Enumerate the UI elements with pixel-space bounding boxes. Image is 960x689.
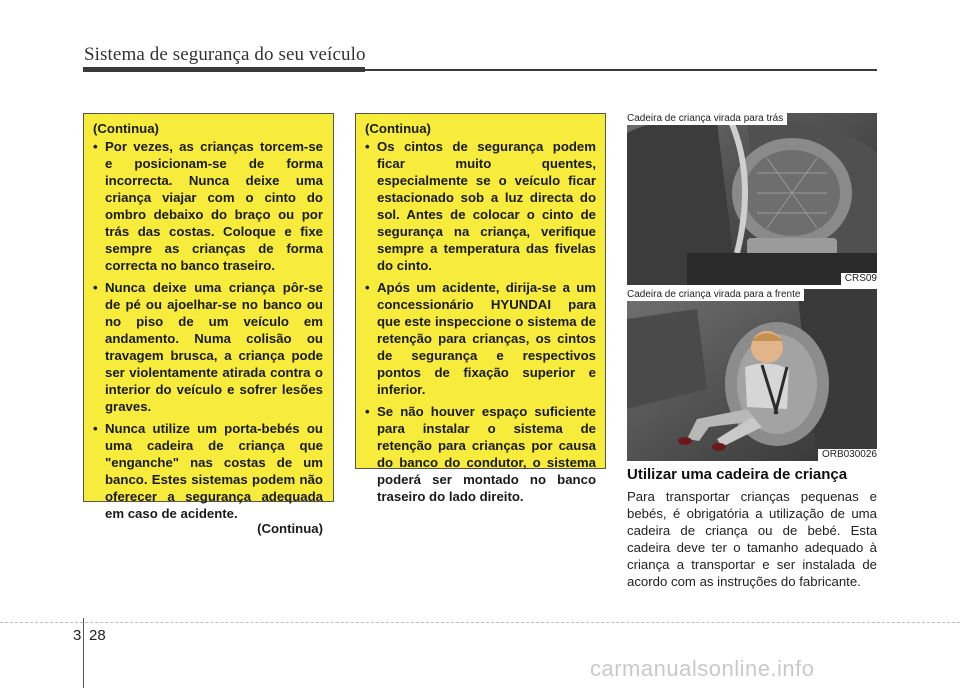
page-number: 28 xyxy=(89,627,106,644)
list-item: • Nunca deixe uma criança pôr-se de pé ou ajoelhar-se no banco ou no piso de um veículo em andamento. Numa colisão ou travagem brusca, a criança pode ser violentamente atirada contra o interior do veículo e sofrer lesões graves. xyxy=(93,280,323,414)
figure-rear-facing-seat xyxy=(627,113,877,285)
header-rule-thin xyxy=(365,69,877,71)
bullet-icon: • xyxy=(93,139,98,154)
section-heading: Utilizar uma cadeira de criança xyxy=(627,466,848,483)
page-header-title: Sistema de segurança do seu veículo xyxy=(84,44,366,65)
list-item: • Os cintos de segurança podem ficar muito quentes, especialmente se o veículo ficar estacionado sob a luz directa do sol. Antes de colocar o cinto de segurança na criança, verifique sempre a temperatura das fivelas do cinto. xyxy=(365,139,596,273)
section-body: Para transportar crianças pequenas e bebés, é obrigatória a utilização de uma cadeira de criança ou de bebé. Esta cadeira deve ter o tamanho adequado à criança a transportar e ser instalada de acordo com as instruções do fabricante. xyxy=(627,489,877,589)
bullet-icon: • xyxy=(365,280,370,295)
figure-code: ORB030026 xyxy=(818,449,877,461)
header-rule-thick xyxy=(83,67,365,72)
list-item: • Se não houver espaço suficiente para instalar o sistema de retenção para crianças por causa do banco do condutor, o sistema poderá ser montado no banco traseiro do lado direito. xyxy=(365,404,596,504)
warning-box-middle xyxy=(355,113,606,504)
forward-facing-seat-illustration xyxy=(627,289,877,461)
list-item: • Nunca utilize um porta-bebés ou uma cadeira de criança que "enganche" nas costas de um banco. Estes sistemas podem não oferecer a segurança adequada em caso de acidente. xyxy=(93,421,323,521)
list-item: • Por vezes, as crianças torcem-se e posicionam-se de forma incorrecta. Nunca deixe uma criança viajar com o cinto do ombro debaixo do braço ou por trás das costas. Coloque e fixe sempre as crianças de forma correcta no banco traseiro. xyxy=(93,139,323,273)
continued-label-bottom: (Continua) xyxy=(257,521,323,536)
footer-vertical-rule xyxy=(83,618,84,688)
bullet-icon: • xyxy=(93,421,98,436)
list-item: • Após um acidente, dirija-se a um concessionário HYUNDAI para que este inspeccione o sistema de retenção para crianças, os cintos de segurança e respectivos pontos de fixação superior e inferior. xyxy=(365,280,596,397)
figure-code: CRS09 xyxy=(841,273,877,285)
continued-label: (Continua) xyxy=(93,121,159,136)
continued-label: (Continua) xyxy=(365,121,431,136)
footer-divider xyxy=(0,622,960,623)
rear-facing-seat-illustration xyxy=(627,113,877,285)
bullet-icon: • xyxy=(365,139,370,154)
figure-caption: Cadeira de criança virada para a frente xyxy=(627,289,804,301)
bullet-icon: • xyxy=(365,404,370,419)
watermark: carmanualsonline.info xyxy=(590,656,815,681)
chapter-number: 3 xyxy=(73,627,82,644)
figure-forward-facing-seat xyxy=(627,289,877,461)
warning-box-left xyxy=(83,113,334,536)
figure-caption: Cadeira de criança virada para trás xyxy=(627,113,787,125)
bullet-icon: • xyxy=(93,280,98,295)
